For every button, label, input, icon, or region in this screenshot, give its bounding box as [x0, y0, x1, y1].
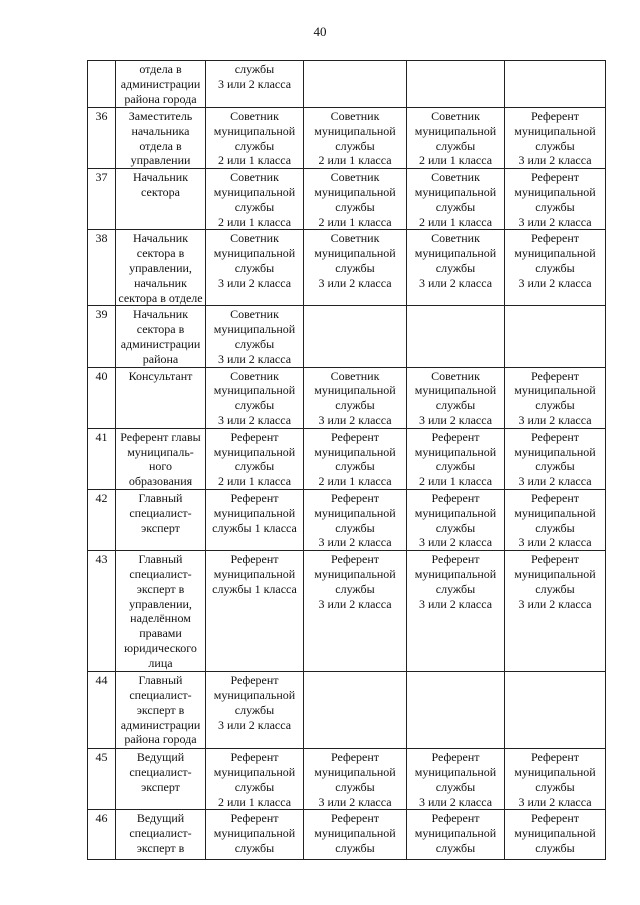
rank-line: муниципальной [213, 444, 296, 459]
rank-line: службы [435, 779, 476, 794]
rank-line: службы [535, 398, 575, 413]
position-title-cell [116, 810, 206, 860]
rank-line: службы 1 класса [212, 581, 297, 596]
row-number-cell: 46 [88, 810, 116, 860]
rank-line: 2 или 1 класса [217, 153, 292, 168]
rank-line: муниципальной [314, 246, 396, 261]
rank-line: Референт [330, 552, 380, 567]
rank-line: службы [335, 581, 375, 596]
row-number-cell: 41 [88, 428, 116, 489]
position-title-line: района города [124, 91, 197, 106]
rank-cell-col-1 [206, 749, 304, 810]
rank-line: службы [535, 840, 575, 855]
rank-line: 3 или 2 класса [217, 717, 292, 732]
rank-line: Референт [230, 490, 279, 505]
position-title-line: Главный [138, 673, 183, 688]
rank-line: службы [435, 581, 476, 596]
rank-line: службы [335, 199, 375, 214]
row-number-cell: 36 [88, 108, 116, 169]
rank-line: 3 или 2 класса [518, 412, 592, 427]
position-title-line: управлении, [129, 260, 192, 275]
rank-cell-col-4 [505, 672, 606, 749]
rank-line: муниципальной [414, 383, 497, 398]
rank-line: 2 или 1 класса [318, 214, 392, 229]
rank-line: 3 или 2 класса [217, 412, 292, 427]
rank-line: 2 или 1 класса [418, 214, 493, 229]
rank-line: Советник [230, 307, 279, 322]
position-title-line: управлении, [129, 596, 192, 611]
rank-cell-col-4 [505, 169, 606, 230]
rank-cell-col-3 [407, 749, 505, 810]
position-title-line: эксперт [141, 779, 180, 794]
rank-line: муниципальной [314, 505, 396, 520]
rank-cell-col-1 [206, 306, 304, 367]
rank-cell-col-2 [304, 672, 407, 749]
rank-line: службы [535, 459, 575, 474]
table-row [88, 230, 606, 306]
row-number-cell: 42 [88, 489, 116, 550]
row-number-cell: 40 [88, 367, 116, 428]
rank-cell-col-3 [407, 367, 505, 428]
rank-line: Референт [530, 170, 580, 185]
position-title-line: муниципаль- [127, 444, 194, 459]
rank-line: муниципальной [213, 566, 296, 581]
rank-cell-col-3 [407, 810, 505, 860]
position-title-line: образования [128, 474, 193, 489]
rank-line: Советник [431, 368, 480, 383]
rank-line: Референт [431, 811, 480, 826]
rank-cell-col-3 [407, 489, 505, 550]
rank-line: Референт [530, 368, 580, 383]
table-row [88, 489, 606, 550]
position-title-cell [116, 551, 206, 672]
rank-line: муниципальной [414, 566, 497, 581]
rank-cell-col-3 [407, 306, 505, 367]
rank-line: 2 или 1 класса [418, 153, 493, 168]
position-title-cell [116, 489, 206, 550]
rank-line: службы [234, 459, 275, 474]
rank-line: Референт [330, 811, 380, 826]
position-title-cell [116, 306, 206, 367]
row-number-cell: 43 [88, 551, 116, 672]
table-row [88, 367, 606, 428]
rank-line: муниципальной [213, 322, 296, 337]
position-title-cell [116, 428, 206, 489]
rank-line: службы [234, 840, 275, 855]
rank-line: 3 или 2 класса [318, 412, 392, 427]
rank-line: Референт [431, 552, 480, 567]
rank-line: службы [435, 398, 476, 413]
rank-line: Советник [230, 109, 279, 123]
position-title-line: управлении [130, 153, 191, 168]
position-title-line: администрации [120, 76, 201, 91]
position-title-line: наделённом [130, 611, 191, 626]
position-title-line: Ведущий [136, 750, 185, 765]
rank-line: 3 или 2 класса [518, 794, 592, 809]
rank-line: 3 или 2 класса [518, 535, 592, 550]
rank-line: 3 или 2 класса [318, 794, 392, 809]
rank-line: муниципальной [213, 383, 296, 398]
rank-line: службы [535, 581, 575, 596]
position-title-line: Главный [138, 490, 183, 505]
row-number-cell: 45 [88, 749, 116, 810]
rank-line: 3 или 2 класса [418, 535, 493, 550]
position-title-line: специалист- [129, 566, 192, 581]
rank-line: муниципальной [213, 246, 296, 261]
rank-cell-col-2 [304, 551, 407, 672]
rank-line: службы [234, 779, 275, 794]
rank-line: муниципальной [213, 687, 296, 702]
position-title-line: Референт главы [120, 429, 201, 444]
rank-line: службы [435, 520, 476, 535]
rank-line: Референт [431, 490, 480, 505]
table-row [88, 169, 606, 230]
rank-line: муниципальной [514, 505, 596, 520]
rank-cell-col-4 [505, 428, 606, 489]
rank-line: 3 или 2 класса [418, 794, 493, 809]
position-title-line: сектора в [136, 246, 185, 261]
rank-line: муниципальной [213, 184, 296, 199]
rank-line: 2 или 1 класса [318, 474, 392, 489]
rank-line: муниципальной [414, 444, 497, 459]
table-row [88, 551, 606, 672]
rank-cell-col-4 [505, 367, 606, 428]
rank-line: муниципальной [514, 123, 596, 138]
rank-line: Советник [431, 170, 480, 185]
position-title-line: специалист- [129, 826, 192, 841]
rank-cell-col-1 [206, 230, 304, 306]
rank-line: 2 или 1 класса [318, 153, 392, 168]
rank-cell-col-1 [206, 169, 304, 230]
rank-line: службы [234, 199, 275, 214]
position-title-cell [116, 169, 206, 230]
page-number: 40 [313, 24, 327, 39]
rank-line: 3 или 2 класса [318, 596, 392, 611]
rank-cell-col-2 [304, 489, 407, 550]
rank-line: муниципальной [514, 184, 596, 199]
rank-line: 3 или 2 класса [217, 275, 292, 290]
rank-line: 3 или 2 класса [518, 275, 592, 290]
rank-line: 3 или 2 класса [418, 596, 493, 611]
rank-cell-col-4 [505, 61, 606, 108]
rank-line: Референт [330, 750, 380, 765]
rank-cell-col-3 [407, 428, 505, 489]
position-title-line: ного [148, 459, 173, 474]
rank-cell-col-1 [206, 428, 304, 489]
rank-line: муниципальной [213, 505, 296, 520]
rank-line: муниципальной [514, 246, 596, 261]
rank-line: Референт [530, 109, 580, 123]
rank-cell-col-3 [407, 108, 505, 169]
rank-line: 3 или 2 класса [318, 535, 392, 550]
rank-cell-col-2 [304, 61, 407, 108]
position-title-line: района города [124, 732, 197, 747]
rank-line: 3 или 2 класса [318, 275, 392, 290]
rank-line: муниципальной [414, 246, 497, 261]
row-number-cell: 38 [88, 230, 116, 306]
position-title-line: Заместитель [128, 109, 193, 123]
rank-cell-col-1 [206, 61, 304, 108]
rank-line: муниципальной [414, 826, 497, 841]
table-row [88, 810, 606, 860]
position-title-line: Консультант [128, 368, 193, 383]
rank-line: службы [435, 199, 476, 214]
rank-line: службы [535, 520, 575, 535]
table-row [88, 428, 606, 489]
rank-cell-col-1 [206, 108, 304, 169]
rank-line: службы [435, 260, 476, 275]
table-row [88, 306, 606, 367]
rank-line: Советник [330, 109, 380, 123]
rank-line: 2 или 1 класса [418, 474, 493, 489]
rank-line: муниципальной [514, 764, 596, 779]
rank-line: 3 или 2 класса [518, 214, 592, 229]
rank-line: службы [234, 702, 275, 717]
rank-line: Референт [530, 811, 580, 826]
rank-cell-col-2 [304, 810, 407, 860]
rank-line: службы [435, 840, 476, 855]
position-title-line: сектора в [136, 322, 185, 337]
table-row [88, 108, 606, 169]
rank-line: Советник [230, 368, 279, 383]
rank-line: 3 или 2 класса [217, 351, 292, 366]
position-title-line: отдела в [139, 138, 182, 153]
position-title-line: эксперт [141, 520, 180, 535]
position-title-line: Начальник [132, 307, 189, 322]
rank-line: службы [335, 520, 375, 535]
rank-line: муниципальной [213, 123, 296, 138]
position-title-line: сектора в отделе [118, 290, 203, 305]
rank-line: службы [335, 459, 375, 474]
rank-line: Референт [431, 429, 480, 444]
position-title-line: юридического [124, 640, 197, 655]
rank-line: службы [435, 138, 476, 153]
rank-cell-col-2 [304, 367, 407, 428]
rank-cell-col-4 [505, 749, 606, 810]
row-number-cell: 44 [88, 672, 116, 749]
rank-line: Советник [330, 368, 380, 383]
rank-line: муниципальной [514, 444, 596, 459]
rank-line: муниципальной [213, 826, 296, 841]
rank-line: службы [234, 138, 275, 153]
row-number-cell: 37 [88, 169, 116, 230]
rank-line: Референт [230, 552, 279, 567]
rank-line: Советник [431, 231, 480, 246]
rank-cell-col-2 [304, 428, 407, 489]
rank-line: муниципальной [314, 383, 396, 398]
rank-line: Референт [431, 750, 480, 765]
position-title-line: специалист- [129, 687, 192, 702]
table-row [88, 61, 606, 108]
rank-line: службы [535, 260, 575, 275]
rank-cell-col-3 [407, 551, 505, 672]
rank-line: Референт [530, 490, 580, 505]
rank-line: Референт [330, 429, 380, 444]
rank-cell-col-4 [505, 810, 606, 860]
rank-line: службы 1 класса [212, 520, 297, 535]
rank-line: муниципальной [314, 444, 396, 459]
rank-line: муниципальной [414, 505, 497, 520]
position-title-cell [116, 61, 206, 108]
position-title-line: специалист- [129, 505, 192, 520]
rank-line: 3 или 2 класса [217, 76, 292, 91]
rank-line: Референт [530, 429, 580, 444]
table-row [88, 749, 606, 810]
position-title-line: эксперт в [136, 581, 185, 596]
rank-line: службы [335, 260, 375, 275]
rank-cell-col-2 [304, 749, 407, 810]
position-title-line: начальника [131, 123, 190, 138]
position-title-cell [116, 367, 206, 428]
rank-cell-col-3 [407, 230, 505, 306]
position-title-line: начальник [134, 275, 187, 290]
position-title-cell [116, 672, 206, 749]
rank-line: службы [234, 62, 275, 76]
position-title-cell [116, 230, 206, 306]
rank-cell-col-2 [304, 230, 407, 306]
rank-line: Референт [530, 750, 580, 765]
rank-line: Советник [431, 109, 480, 123]
position-title-line: Главный [138, 552, 183, 567]
rank-line: Советник [230, 170, 279, 185]
rank-line: Советник [330, 231, 380, 246]
rank-line: службы [335, 138, 375, 153]
rank-line: муниципальной [414, 184, 497, 199]
rank-line: 2 или 1 класса [217, 794, 292, 809]
rank-line: службы [535, 138, 575, 153]
rank-line: службы [335, 398, 375, 413]
rank-line: муниципальной [314, 123, 396, 138]
rank-cell-col-3 [407, 672, 505, 749]
position-title-line: эксперт в [136, 702, 185, 717]
rank-line: Референт [530, 231, 580, 246]
rank-cell-col-4 [505, 108, 606, 169]
position-title-line: Начальник [132, 231, 189, 246]
rank-line: службы [535, 199, 575, 214]
rank-cell-col-4 [505, 489, 606, 550]
rank-line: муниципальной [314, 566, 396, 581]
rank-line: муниципальной [213, 764, 296, 779]
rank-line: Референт [230, 811, 279, 826]
rank-line: 3 или 2 класса [518, 474, 592, 489]
rank-line: Референт [330, 490, 380, 505]
rank-line: муниципальной [514, 566, 596, 581]
rank-line: муниципальной [514, 826, 596, 841]
rank-line: службы [234, 260, 275, 275]
rank-line: Референт [230, 673, 279, 688]
rank-line: службы [535, 779, 575, 794]
position-title-line: сектора [141, 184, 180, 199]
rank-line: Референт [230, 750, 279, 765]
rank-line: муниципальной [314, 184, 396, 199]
rank-line: муниципальной [514, 383, 596, 398]
rank-line: службы [335, 840, 375, 855]
rank-line: 2 или 1 класса [217, 474, 292, 489]
rank-line: 3 или 2 класса [518, 153, 592, 168]
rank-line: 3 или 2 класса [418, 275, 493, 290]
row-number-cell: 39 [88, 306, 116, 367]
rank-cell-col-2 [304, 169, 407, 230]
rank-line: 3 или 2 класса [418, 412, 493, 427]
rank-line: муниципальной [414, 764, 497, 779]
rank-line: службы [435, 459, 476, 474]
rank-line: службы [234, 336, 275, 351]
rank-cell-col-3 [407, 61, 505, 108]
position-title-cell [116, 749, 206, 810]
rank-cell-col-3 [407, 169, 505, 230]
position-title-line: Начальник [132, 170, 189, 185]
position-title-line: района [142, 351, 179, 366]
rank-line: 2 или 1 класса [217, 214, 292, 229]
rank-cell-col-4 [505, 306, 606, 367]
rank-cell-col-2 [304, 306, 407, 367]
position-title-line: отдела в [139, 62, 182, 76]
position-title-line: администрации [120, 717, 201, 732]
rank-line: Референт [530, 552, 580, 567]
rank-cell-col-1 [206, 489, 304, 550]
rank-line: муниципальной [414, 123, 497, 138]
rank-line: службы [335, 779, 375, 794]
position-title-line: лица [148, 655, 173, 670]
rank-line: муниципальной [314, 826, 396, 841]
rank-line: Референт [230, 429, 279, 444]
position-title-line: Ведущий [136, 811, 185, 826]
rank-line: службы [234, 398, 275, 413]
rank-cell-col-1 [206, 367, 304, 428]
rank-cell-col-2 [304, 108, 407, 169]
rank-line: 3 или 2 класса [518, 596, 592, 611]
row-number-cell [88, 61, 116, 108]
rank-cell-col-4 [505, 230, 606, 306]
rank-cell-col-1 [206, 551, 304, 672]
position-title-line: специалист- [129, 764, 192, 779]
rank-line: муниципальной [314, 764, 396, 779]
rank-line: Советник [230, 231, 279, 246]
position-title-cell [116, 108, 206, 169]
rank-line: Советник [330, 170, 380, 185]
table-row [88, 672, 606, 749]
positions-table [87, 60, 606, 860]
rank-cell-col-4 [505, 551, 606, 672]
position-title-line: правами [139, 626, 182, 641]
position-title-line: эксперт в [136, 840, 185, 855]
position-title-line: администрации [120, 336, 201, 351]
rank-cell-col-1 [206, 810, 304, 860]
rank-cell-col-1 [206, 672, 304, 749]
